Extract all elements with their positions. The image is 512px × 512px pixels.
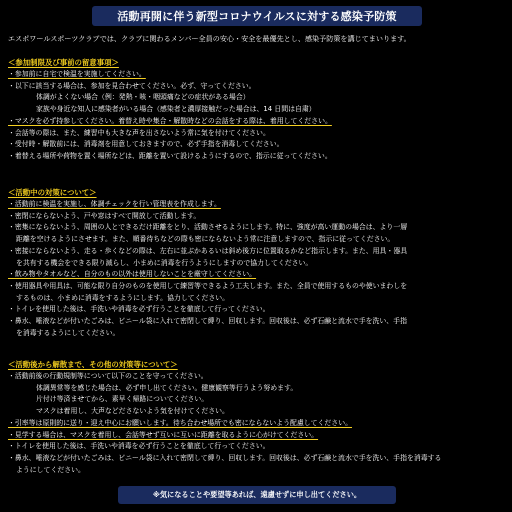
notice-line: ようにしてください。 [16,465,85,474]
section-after-activity [8,352,506,476]
notice-line: ・着替える場所や荷物を置く場所などは、距離を置いて設けるようにするので、指示に従ってください。 [8,151,332,160]
notice-line: ・受付時・解散前には、消毒剤を用意しておきますので、必ず手指を消毒してください。 [8,140,284,149]
page-title: 活動再開に伴う新型コロナウイルスに対する感染予防策 [92,6,422,26]
section-heading: ＜参加制限及び事前の留意事項＞ [8,58,119,67]
notice-line [8,269,506,281]
notice-line [8,69,506,81]
notice-line: を消毒するようにしてください。 [16,328,120,337]
notice-line: 家族や身近な知人に感染者がいる場合（感染者と濃厚接触だった場合は、14 日間は自粛） [36,105,316,114]
highlighted-text: ・マスクを必ず持参してください。着替え時や集合・解散時などの会話をする際は、着用してください。 [8,116,332,125]
notice-line: ・密閉にならないよう、戸や窓はすべて開放して活動します。 [8,211,201,220]
highlighted-text: ・見学する場合は、マスクを着用し、会話等せず互いに互いに距離を取るように心がけてください。 [8,430,319,439]
section-heading: ＜活動中の対策について＞ [8,188,97,197]
intro-text: エスポワールスポーツクラブでは、クラブに関わるメンバー全員の安心・安全を最優先とし、感染予防策を講じてまいります。 [8,34,411,43]
notice-line: 体調異常等を感じた場合は、必ず申し出てください。健康観察等行うよう努めます。 [36,383,298,392]
notice-line: ・以下に該当する場合は、参加を見合わせてください。必ず、守ってください。 [8,81,256,90]
notice-line: ・会話等の際は、また、練習中も大きな声を出さないよう常に気を付けてください。 [8,128,270,137]
notice-line: 片付け等済ませてから、素早く帰路についてください。 [36,395,209,404]
notice-line: ・密集にならないよう、周囲の人とできるだけ距離をとり、活動させるようにします。特に、強度が高い運動の場合は、より一層 [8,223,408,232]
notice-line [8,430,506,442]
notice-line [8,116,506,128]
notice-line [8,199,506,211]
notice-line: ・密接にならないよう、走る・歩くなどの際は、左右に並ぶかあるいは斜め後方に位置取るかなど指示します。また、用具・器具 [8,246,408,255]
highlighted-text: ・飲み物やタオルなど、自分のもの以外は使用しないことを厳守してください。 [8,270,257,279]
notice-line: ・鼻水、唾液などが付いたごみは、ビニール袋に入れて密閉して縛り、回収します。回収後は、必ず石鹸と流水で手を洗い、手指 [8,317,407,326]
highlighted-text: ・参加前に自宅で検温を実施してください。 [8,70,146,78]
highlighted-text: ・活動前に検温を実施し、体調チェックを行い管理表を作成します。 [8,200,221,208]
notice-line: マスクは着用し、大声などださないよう気を付けてください。 [36,407,229,416]
footer-note: ※気になることや要望等あれば、遠慮せずに申し出てください。 [118,486,396,504]
notice-line: ・鼻水、唾液などが付いたごみは、ビニール袋に入れて密閉して縛り、回収します。回収後は、必ず石鹸と流水で手を洗い、手指を消毒する [8,453,442,462]
notice-line: ・活動前後の行動規制等について以下のことを守ってください。 [8,372,208,380]
notice-line: ・トイレを使用した後は、手洗いや消毒を必ず行うことを徹底して行ってください。 [8,305,270,314]
notice-line: 距離を空けるようにさせます。また、順番待ちなどの際も密にならないよう常に注意しますので、指示に従ってください。 [16,235,395,244]
section-heading: ＜活動後から解散まで、その他の対策等について＞ [8,360,178,369]
notice-line: ・トイレを使用した後は、手洗いや消毒を必ず行うことを徹底して行ってください。 [8,442,270,451]
notice-line: 体調がよくない場合（例：発熱・咳・咽頭痛などの症状がある場合） [36,93,250,102]
section-during-activity [8,180,506,339]
highlighted-text: ・引率等は原則的に送り・迎え中心にお願いします。待ち合わせ場所でも密にならないよう配慮してください。 [8,418,352,427]
notice-line: するものは、小まめに消毒をするようにします。協力してください。 [16,293,230,302]
notice-line: を共有する機会をできる限り減らし、小まめに消毒を行うようにしますので協力してください。 [16,258,313,267]
notice-line: ・使用器具や用具は、可能な限り自分のものを使用して練習等できるよう工夫します。また、全員で使用するものや使いまわしを [8,281,408,290]
section-pre-participation [8,50,506,163]
notice-line [8,418,506,430]
